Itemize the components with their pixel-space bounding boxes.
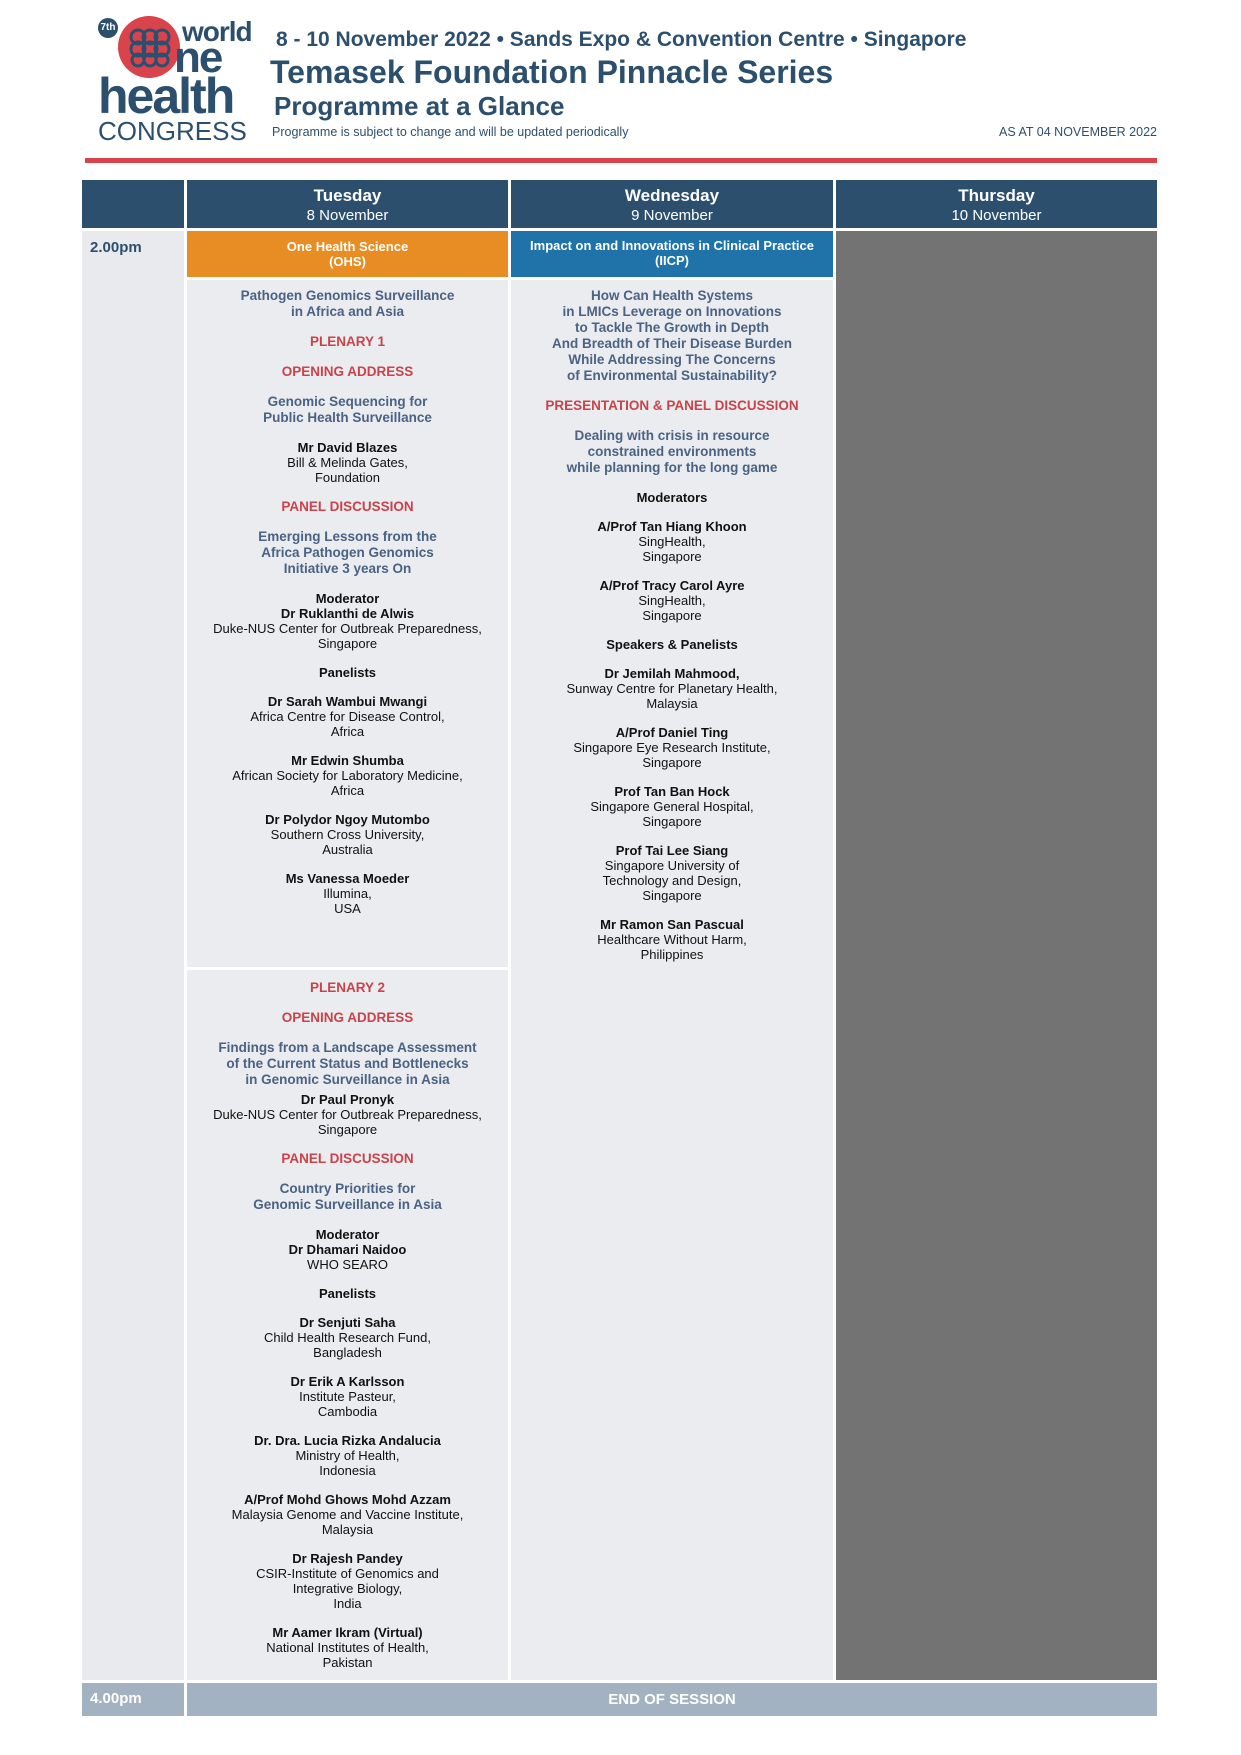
text-line: How Can Health Systems — [590, 288, 754, 303]
speaker-affiliation: Singapore — [642, 888, 702, 903]
speaker-affiliation: Indonesia — [319, 1463, 376, 1478]
role-label — [511, 490, 833, 505]
text-line: constrained environments — [587, 444, 757, 459]
logo-word-health: health — [98, 68, 234, 124]
text-line: Public Health Surveillance — [263, 410, 432, 425]
text-line: of Environmental Sustainability? — [566, 368, 778, 383]
text-line: Africa Pathogen Genomics — [261, 545, 434, 560]
speaker-block — [511, 666, 833, 711]
speaker-affiliation: Ministry of Health, — [295, 1448, 400, 1463]
speaker-name: A/Prof Tan Hiang Khoon — [597, 519, 747, 534]
speaker-name: Dr Polydor Ngoy Mutombo — [265, 812, 430, 827]
speaker-block — [187, 1374, 508, 1419]
spacer — [511, 384, 833, 398]
speaker-name: Ms Vanessa Moeder — [285, 871, 410, 886]
logo-word-congress: CONGRESS — [98, 116, 247, 146]
text-line: Panelists — [318, 1286, 377, 1301]
tuesday-plenary-2 — [187, 970, 508, 1680]
session-label — [187, 334, 508, 350]
session-topic — [511, 288, 833, 384]
speaker-affiliation: African Society for Laboratory Medicine, — [232, 768, 463, 783]
day-name: Thursday — [958, 186, 1035, 205]
text-line: in LMICs Leverage on Innovations — [562, 304, 782, 319]
spacer — [187, 1537, 508, 1551]
speaker-name: Mr David Blazes — [297, 440, 398, 455]
speaker-affiliation: Singapore — [642, 549, 702, 564]
speaker-affiliation: Singapore — [642, 814, 702, 829]
spacer — [511, 903, 833, 917]
knot-icon — [126, 26, 172, 68]
speaker-affiliation: Bill & Melinda Gates, — [287, 455, 408, 470]
logo-word-world: world — [182, 16, 252, 47]
spacer — [187, 996, 508, 1010]
speaker-affiliation: Sunway Centre for Planetary Health, — [566, 681, 778, 696]
session-topic — [187, 529, 508, 577]
speaker-name: Moderator — [315, 591, 380, 606]
spacer — [187, 1611, 508, 1625]
wednesday-session — [511, 280, 833, 1680]
text-line: Dealing with crisis in resource — [574, 428, 770, 443]
text-line: Genomic Sequencing for — [267, 394, 428, 409]
speaker-affiliation: WHO SEARO — [307, 1257, 388, 1272]
text-line: While Addressing The Concerns — [568, 352, 776, 367]
spacer — [187, 1167, 508, 1181]
speaker-affiliation: Malaysia — [321, 1522, 374, 1537]
congress-logo — [92, 14, 252, 146]
text-line: Country Priorities for — [279, 1181, 416, 1196]
spacer — [511, 711, 833, 725]
spacer — [187, 680, 508, 694]
spacer — [187, 515, 508, 529]
spacer — [187, 1026, 508, 1040]
spacer — [187, 651, 508, 665]
speaker-block — [187, 1227, 508, 1272]
speaker-affiliation: Integrative Biology, — [292, 1581, 403, 1596]
speaker-block — [187, 694, 508, 739]
speaker-name: Mr Edwin Shumba — [291, 753, 404, 768]
time-column-header — [82, 180, 184, 228]
day-date: 10 November — [951, 207, 1042, 224]
day-header-tuesday — [187, 180, 508, 228]
text-line: in Africa and Asia — [290, 304, 405, 319]
speaker-affiliation: Foundation — [314, 470, 381, 485]
speaker-name: Dr Dhamari Naidoo — [288, 1242, 407, 1257]
speaker-block — [187, 1492, 508, 1537]
text-line: Findings from a Landscape Assessment — [218, 1040, 477, 1055]
speaker-affiliation: Australia — [322, 842, 373, 857]
page-subtitle: Programme at a Glance — [274, 91, 565, 121]
session-label — [187, 1151, 508, 1167]
spacer — [187, 485, 508, 499]
speaker-affiliation: Malaysia — [646, 696, 698, 711]
end-of-session-banner: END OF SESSION — [187, 1683, 1157, 1716]
track-name: Impact on and Innovations in Clinical Practice — [530, 238, 814, 253]
speaker-affiliation: Bangladesh — [313, 1345, 382, 1360]
speaker-name: Dr Sarah Wambui Mwangi — [267, 694, 428, 709]
spacer — [187, 350, 508, 364]
speaker-name: Dr Paul Pronyk — [300, 1092, 395, 1107]
speaker-affiliation: Institute Pasteur, — [299, 1389, 396, 1404]
spacer — [187, 426, 508, 440]
text-line: Initiative 3 years On — [283, 561, 412, 576]
spacer — [187, 1137, 508, 1151]
speaker-affiliation: Singapore General Hospital, — [590, 799, 754, 814]
speaker-block — [187, 591, 508, 651]
speaker-block — [511, 725, 833, 770]
day-header-thursday — [836, 180, 1157, 228]
speaker-affiliation: Africa Centre for Disease Control, — [250, 709, 445, 724]
session-label — [187, 499, 508, 515]
speaker-block — [187, 1433, 508, 1478]
text-line: PANEL DISCUSSION — [281, 1151, 414, 1166]
speaker-affiliation: Illumina, — [323, 886, 372, 901]
speaker-block — [511, 917, 833, 962]
speaker-affiliation: Singapore — [642, 755, 702, 770]
spacer — [187, 1478, 508, 1492]
spacer — [511, 476, 833, 490]
spacer — [187, 1419, 508, 1433]
speaker-name: A/Prof Daniel Ting — [615, 725, 729, 740]
speaker-affiliation: Child Health Research Fund, — [264, 1330, 431, 1345]
speaker-affiliation: CSIR-Institute of Genomics and — [256, 1566, 439, 1581]
speaker-block — [187, 1625, 508, 1670]
day-date: 9 November — [631, 207, 713, 224]
spacer — [511, 652, 833, 666]
role-label — [187, 665, 508, 680]
session-label — [187, 980, 508, 996]
speaker-name: Prof Tan Ban Hock — [614, 784, 730, 799]
speaker-name: Dr Senjuti Saha — [299, 1315, 396, 1330]
spacer — [187, 798, 508, 812]
spacer — [511, 564, 833, 578]
speaker-affiliation: India — [333, 1596, 362, 1611]
speaker-block — [511, 843, 833, 903]
spacer — [187, 739, 508, 753]
spacer — [511, 829, 833, 843]
speaker-name: Mr Ramon San Pascual — [600, 917, 744, 932]
track-ohs — [187, 231, 508, 277]
speaker-block — [187, 1092, 508, 1137]
text-line: Moderators — [636, 490, 708, 505]
role-label — [511, 637, 833, 652]
speaker-affiliation: Singapore — [642, 608, 702, 623]
speaker-affiliation: Healthcare Without Harm, — [597, 932, 747, 947]
speaker-name: Dr. Dra. Lucia Rizka Andalucia — [254, 1433, 441, 1448]
speaker-affiliation: Singapore — [317, 1122, 378, 1137]
programme-note: Programme is subject to change and will be updated periodically — [272, 125, 629, 139]
speaker-name: Prof Tai Lee Siang — [615, 843, 729, 858]
speaker-affiliation: SingHealth, — [638, 534, 706, 549]
speaker-name: Dr Ruklanthi de Alwis — [280, 606, 415, 621]
speaker-affiliation: USA — [334, 901, 361, 916]
spacer — [187, 1360, 508, 1374]
day-name: Wednesday — [624, 186, 720, 205]
text-line: PANEL DISCUSSION — [281, 499, 414, 514]
spacer — [511, 770, 833, 784]
speaker-block — [187, 440, 508, 485]
role-label — [187, 1286, 508, 1301]
spacer — [187, 1272, 508, 1286]
start-time: 2.00pm — [90, 239, 142, 256]
text-line: Pathogen Genomics Surveillance — [240, 288, 455, 303]
spacer — [187, 380, 508, 394]
edition-badge: 7th — [98, 18, 118, 38]
session-topic — [187, 394, 508, 426]
speaker-affiliation: Duke-NUS Center for Outbreak Preparedness, — [213, 621, 482, 636]
session-label — [187, 1010, 508, 1026]
speaker-affiliation: Singapore — [317, 636, 378, 651]
speaker-affiliation: Singapore Eye Research Institute, — [573, 740, 771, 755]
session-label — [187, 364, 508, 380]
spacer — [187, 1213, 508, 1227]
session-topic — [187, 288, 508, 320]
session-topic — [511, 428, 833, 476]
speaker-block — [187, 812, 508, 857]
speaker-affiliation: SingHealth, — [638, 593, 706, 608]
text-line: PLENARY 2 — [309, 980, 386, 995]
thursday-empty-block — [836, 231, 1157, 1680]
speaker-affiliation: Philippines — [640, 947, 704, 962]
speaker-affiliation: Southern Cross University, — [270, 827, 425, 842]
speaker-name: A/Prof Mohd Ghows Mohd Azzam — [244, 1492, 451, 1507]
spacer — [511, 505, 833, 519]
track-code: (OHS) — [329, 254, 366, 269]
day-header-wednesday — [511, 180, 833, 228]
spacer — [187, 1301, 508, 1315]
event-dates: 8 - 10 November 2022 • Sands Expo & Convention Centre • Singapore — [276, 28, 967, 51]
time-column — [82, 231, 184, 1680]
spacer — [511, 414, 833, 428]
speaker-name: Dr Jemilah Mahmood, — [604, 666, 740, 681]
tuesday-plenary-1 — [187, 280, 508, 967]
text-line: And Breadth of Their Disease Burden — [551, 336, 793, 351]
track-name: One Health Science — [286, 239, 409, 254]
speaker-block — [187, 1551, 508, 1611]
session-topic — [187, 1040, 508, 1088]
speaker-name: A/Prof Tracy Carol Ayre — [599, 578, 745, 593]
speaker-block — [511, 578, 833, 623]
track-iicp — [511, 231, 833, 277]
text-line: Panelists — [318, 665, 377, 680]
as-at-date: AS AT 04 NOVEMBER 2022 — [999, 125, 1157, 139]
speaker-affiliation: Cambodia — [317, 1404, 378, 1419]
spacer — [187, 320, 508, 334]
text-line: of the Current Status and Bottlenecks — [226, 1056, 469, 1071]
header-divider — [85, 158, 1157, 163]
text-line: PRESENTATION & PANEL DISCUSSION — [545, 398, 799, 413]
text-line: OPENING ADDRESS — [281, 1010, 414, 1025]
day-name: Tuesday — [313, 186, 382, 205]
speaker-name: Dr Erik A Karlsson — [290, 1374, 405, 1389]
track-code: (IICP) — [655, 253, 689, 268]
end-time: 4.00pm — [90, 1690, 142, 1707]
spacer — [187, 577, 508, 591]
speaker-block — [187, 1315, 508, 1360]
spacer — [511, 623, 833, 637]
speaker-affiliation: Africa — [330, 783, 365, 798]
text-line: Speakers & Panelists — [606, 637, 738, 652]
speaker-affiliation: Pakistan — [322, 1655, 373, 1670]
speaker-name: Moderator — [315, 1227, 380, 1242]
page-title: Temasek Foundation Pinnacle Series — [270, 54, 834, 90]
day-date: 8 November — [306, 207, 389, 224]
text-line: to Tackle The Growth in Depth — [574, 320, 769, 335]
speaker-affiliation: Duke-NUS Center for Outbreak Preparedness, — [213, 1107, 482, 1122]
logo-word-one: ne — [174, 33, 222, 82]
speaker-block — [511, 519, 833, 564]
speaker-affiliation: Malaysia Genome and Vaccine Institute, — [231, 1507, 464, 1522]
spacer — [187, 857, 508, 871]
speaker-affiliation: Singapore University of — [604, 858, 740, 873]
speaker-block — [187, 871, 508, 916]
session-label — [511, 398, 833, 414]
speaker-name: Dr Rajesh Pandey — [292, 1551, 403, 1566]
text-line: PLENARY 1 — [309, 334, 386, 349]
session-topic — [187, 1181, 508, 1213]
speaker-block — [511, 784, 833, 829]
speaker-affiliation: Africa — [330, 724, 365, 739]
speaker-name: Mr Aamer Ikram (Virtual) — [272, 1625, 423, 1640]
text-line: OPENING ADDRESS — [281, 364, 414, 379]
text-line: Emerging Lessons from the — [258, 529, 437, 544]
speaker-affiliation: National Institutes of Health, — [266, 1640, 429, 1655]
speaker-block — [187, 753, 508, 798]
text-line: in Genomic Surveillance in Asia — [245, 1072, 450, 1087]
end-time-cell — [82, 1683, 184, 1716]
text-line: while planning for the long game — [566, 460, 778, 475]
text-line: Genomic Surveillance in Asia — [253, 1197, 442, 1212]
speaker-affiliation: Technology and Design, — [602, 873, 742, 888]
